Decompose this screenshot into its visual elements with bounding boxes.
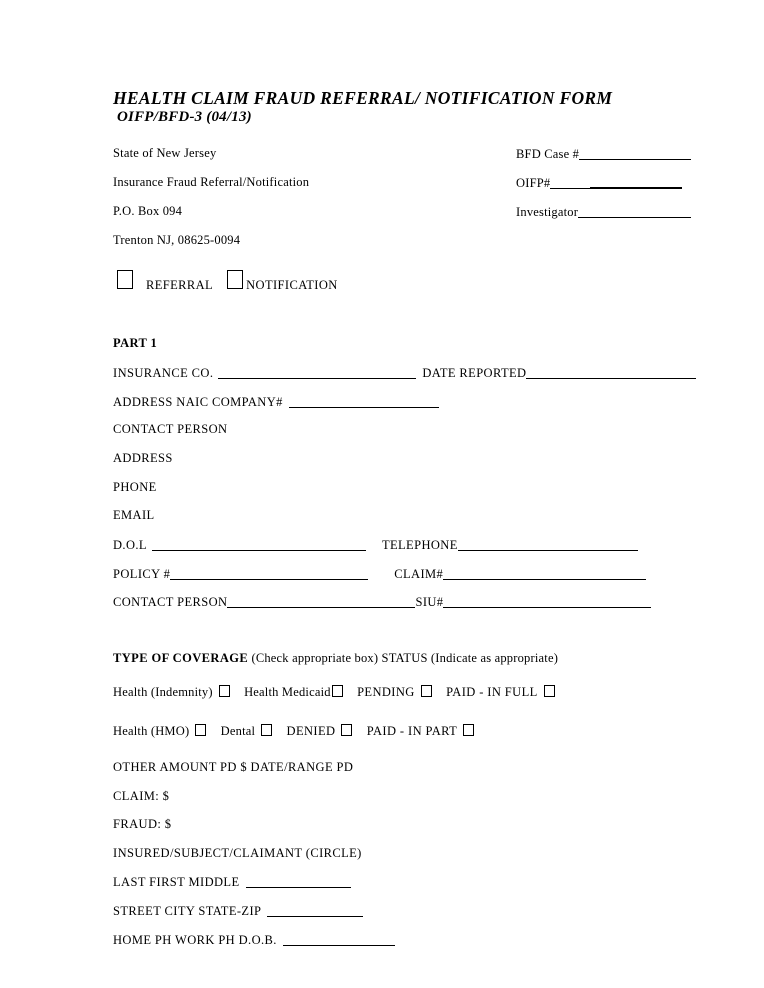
oifp-label: OIFP# xyxy=(516,176,551,190)
paid-in-full-label: PAID - IN FULL xyxy=(446,685,538,699)
paid-in-full-checkbox[interactable] xyxy=(544,685,555,697)
insurance-co-input-line xyxy=(218,367,416,379)
coverage-option xyxy=(113,724,206,738)
status-option xyxy=(357,685,432,699)
coverage-option xyxy=(113,685,230,699)
other-amount-label: OTHER AMOUNT PD $ DATE/RANGE PD xyxy=(113,760,354,774)
coverage-row-2 xyxy=(113,724,485,739)
dental-checkbox[interactable] xyxy=(261,724,272,736)
status-option xyxy=(446,685,555,699)
dol-row xyxy=(113,537,638,553)
insurance-co-label: INSURANCE CO. xyxy=(113,366,214,380)
date-reported-input-line xyxy=(526,367,696,379)
coverage-row-1 xyxy=(113,685,566,700)
notification-label: NOTIFICATION xyxy=(246,278,338,292)
referral-checkbox[interactable] xyxy=(117,270,133,289)
coverage-heading-rest: (Check appropriate box) STATUS (Indicate as appropriate) xyxy=(248,651,559,665)
oifp-input-line-thin xyxy=(550,177,590,189)
referral-label: REFERRAL xyxy=(146,278,214,292)
health-indemnity-checkbox[interactable] xyxy=(219,685,230,697)
bfd-case-row xyxy=(516,146,691,162)
subject-name-label: LAST FIRST MIDDLE xyxy=(113,875,240,889)
health-medicaid-label: Health Medicaid xyxy=(244,685,331,699)
health-medicaid-checkbox[interactable] xyxy=(332,685,343,697)
oifp-input-line-thick xyxy=(590,177,682,189)
denied-label: DENIED xyxy=(286,724,336,738)
paid-in-part-checkbox[interactable] xyxy=(463,724,474,736)
investigator-label: Investigator xyxy=(516,205,579,219)
agency-line-pobox: P.O. Box 094 xyxy=(113,204,183,218)
investigator-row xyxy=(516,204,691,220)
subject-heading: INSURED/SUBJECT/CLAIMANT (CIRCLE) xyxy=(113,846,362,860)
insurance-co-row xyxy=(113,365,696,381)
policy-label: POLICY # xyxy=(113,567,171,581)
dol-label: D.O.L xyxy=(113,538,147,552)
health-indemnity-label: Health (Indemnity) xyxy=(113,685,213,699)
policy-row xyxy=(113,566,646,582)
subject-name-row xyxy=(113,874,351,890)
form-number: OIFP/BFD-3 (04/13) xyxy=(117,109,252,125)
dol-input-line xyxy=(152,539,366,551)
pending-checkbox[interactable] xyxy=(421,685,432,697)
claim-input-line xyxy=(443,568,646,580)
phone-label: PHONE xyxy=(113,480,157,494)
contact-siu-row xyxy=(113,594,651,610)
siu-label: SIU# xyxy=(415,595,444,609)
coverage-heading-bold: TYPE OF COVERAGE xyxy=(113,651,249,665)
coverage-heading xyxy=(113,651,558,666)
telephone-label: TELEPHONE xyxy=(381,538,458,552)
contact-person-label: CONTACT PERSON xyxy=(113,422,228,436)
health-hmo-checkbox[interactable] xyxy=(195,724,206,736)
subject-phones-input-line xyxy=(283,934,395,946)
agency-line-unit: Insurance Fraud Referral/Notification xyxy=(113,175,310,189)
bfd-case-label: BFD Case # xyxy=(516,147,580,161)
coverage-option xyxy=(244,685,343,699)
status-option xyxy=(287,724,353,738)
status-option xyxy=(367,724,474,738)
part1-heading: PART 1 xyxy=(113,336,158,350)
address-naic-label: ADDRESS NAIC COMPANY# xyxy=(113,395,283,409)
paid-in-part-label: PAID - IN PART xyxy=(366,724,458,738)
dental-label: Dental xyxy=(220,724,256,738)
oifp-row xyxy=(516,175,682,191)
address-naic-row xyxy=(113,394,439,410)
form-title: HEALTH CLAIM FRAUD REFERRAL/ NOTIFICATION FORM xyxy=(113,88,613,108)
fraud-amount-label: FRAUD: $ xyxy=(113,817,172,831)
address-label: ADDRESS xyxy=(113,451,173,465)
subject-phones-label: HOME PH WORK PH D.O.B. xyxy=(113,933,277,947)
health-hmo-label: Health (HMO) xyxy=(113,724,190,738)
claim-amount-label: CLAIM: $ xyxy=(113,789,170,803)
referral-type-row xyxy=(117,270,338,293)
date-reported-label: DATE REPORTED xyxy=(422,366,527,380)
siu-input-line xyxy=(443,596,651,608)
telephone-input-line xyxy=(458,539,638,551)
subject-address-label: STREET CITY STATE-ZIP xyxy=(113,904,262,918)
subject-name-input-line xyxy=(246,876,351,888)
subject-address-input-line xyxy=(267,905,363,917)
pending-label: PENDING xyxy=(357,685,415,699)
contact-person2-input-line xyxy=(227,596,415,608)
subject-address-row xyxy=(113,903,363,919)
policy-input-line xyxy=(170,568,368,580)
agency-line-city: Trenton NJ, 08625-0094 xyxy=(113,233,241,247)
email-label: EMAIL xyxy=(113,508,155,522)
notification-checkbox[interactable] xyxy=(227,270,243,289)
claim-label: CLAIM# xyxy=(394,567,444,581)
investigator-input-line xyxy=(578,206,691,218)
bfd-case-input-line xyxy=(579,148,691,160)
agency-line-state: State of New Jersey xyxy=(113,146,217,160)
contact-person2-label: CONTACT PERSON xyxy=(113,595,228,609)
subject-phones-row xyxy=(113,932,395,948)
coverage-option xyxy=(221,724,273,738)
denied-checkbox[interactable] xyxy=(341,724,352,736)
address-naic-input-line xyxy=(289,396,439,408)
